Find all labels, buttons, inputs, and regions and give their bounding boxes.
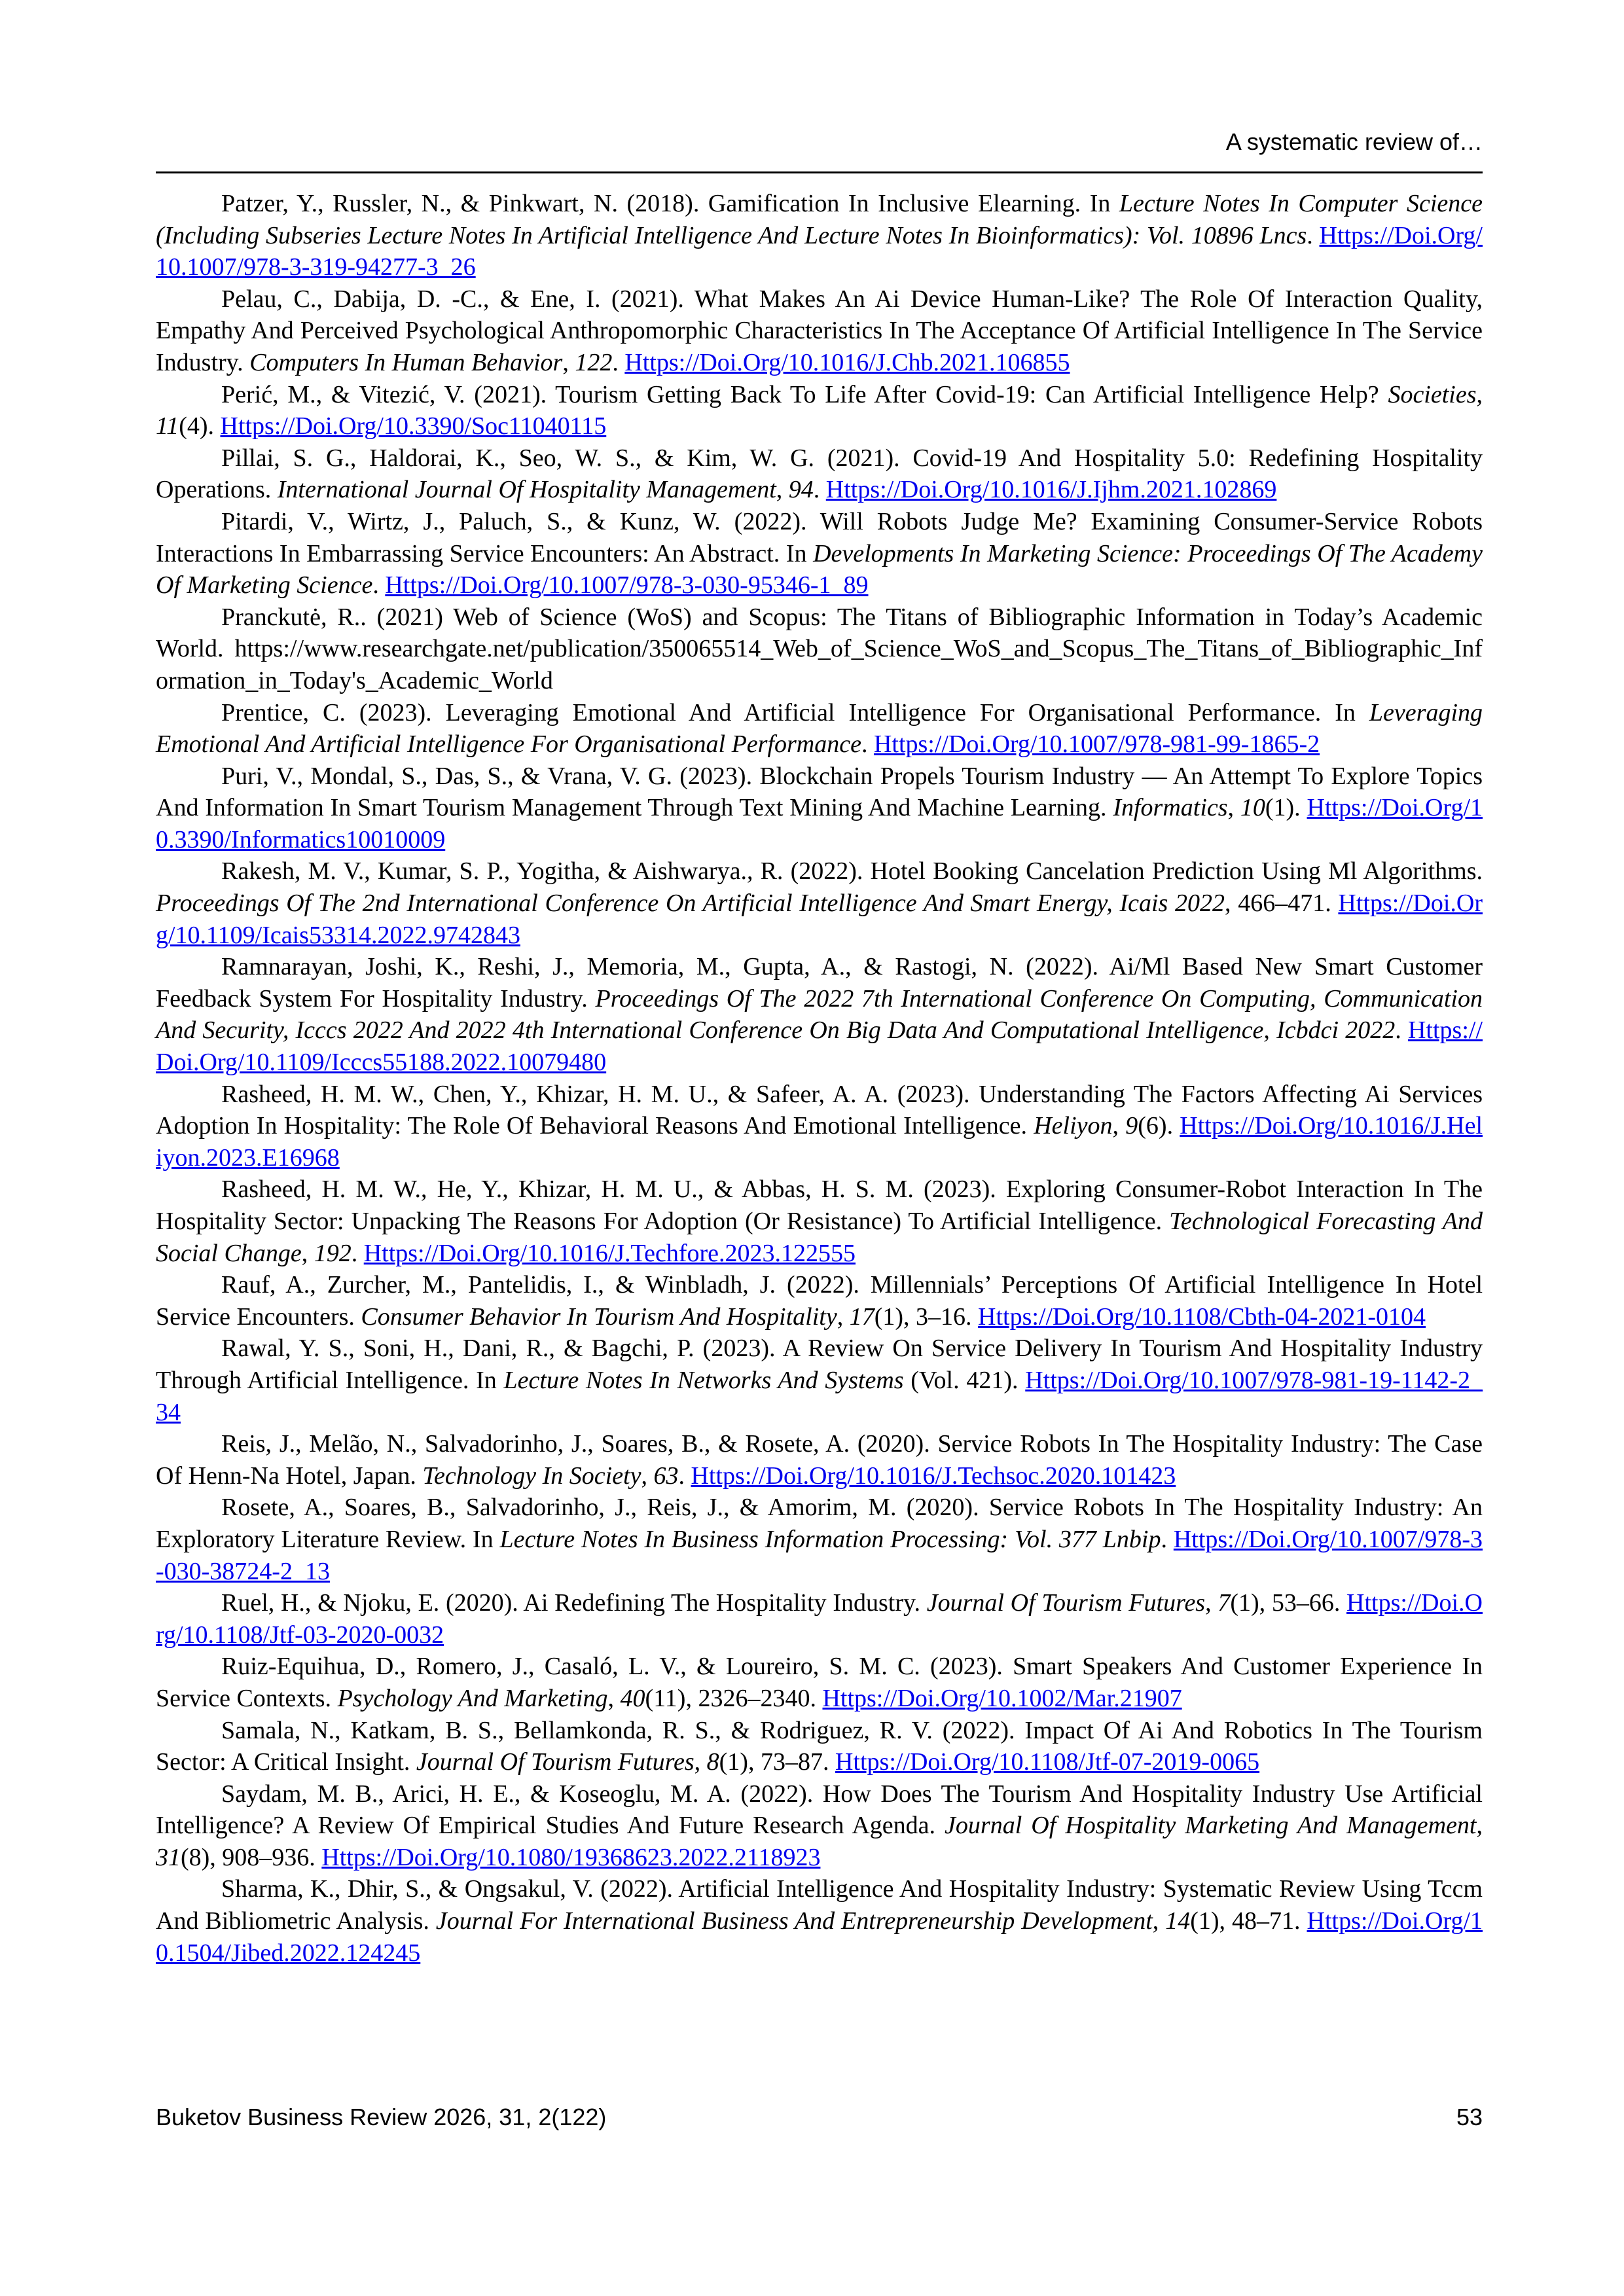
reference-entry — [156, 1079, 1483, 1174]
reference-entry — [156, 1269, 1483, 1333]
reference-issue-pages: . — [678, 1462, 691, 1490]
reference-text: Rawal, Y. S., Soni, H., Dani, R., & Bagchi, P. (2023). A Review On Service Delivery In Tourism And Hospitality Industry Through Artificial Intelligence. In — [156, 1335, 1483, 1394]
reference-doi-link[interactable]: Https://Doi.Org/10.1016/J.Techsoc.2020.101423 — [691, 1462, 1176, 1490]
reference-details: , — [776, 476, 789, 504]
reference-entry — [156, 506, 1483, 601]
reference-volume: 63 — [653, 1462, 679, 1490]
reference-doi-link[interactable]: Https://Doi.Org/10.1108/Jtf-03-2020-0032 — [156, 1589, 1483, 1649]
reference-issue-pages: . — [351, 1239, 364, 1267]
reference-doi-link[interactable]: Https://Doi.Org/10.1002/Mar.21907 — [822, 1684, 1182, 1712]
reference-text: Samala, N., Katkam, B. S., Bellamkonda, R. S., & Rodriguez, R. V. (2022). Impact Of Ai And Robotics In The Tourism Sector: A Critical Insight. — [156, 1716, 1483, 1776]
reference-issue-pages: (1). — [1265, 794, 1307, 822]
running-head: A systematic review of… — [1225, 128, 1483, 155]
reference-source: Technology In Society — [422, 1462, 641, 1490]
reference-entry — [156, 1715, 1483, 1778]
reference-source: Informatics — [1113, 794, 1228, 822]
reference-text: Rosete, A., Soares, B., Salvadorinho, J., Reis, J., & Amorim, M. (2020). Service Robots In The Hospitality Industry: An Exploratory Literature Review. In — [156, 1494, 1483, 1553]
reference-text: Saydam, M. B., Arici, H. E., & Koseoglu, M. A. (2022). How Does The Tourism And Hospitality Industry Use Artificial Intelligence? A Review Of Empirical Studies And Future Research Agenda. — [156, 1780, 1483, 1840]
reference-source: Heliyon — [1034, 1112, 1113, 1140]
reference-entry — [156, 1333, 1483, 1428]
reference-url: https://www.researchgate.net/publication/350065514_Web_of_Science_WoS_and_Scopus_The_Titans_of_Bibliographic_Information_in_Today's_Academic_World — [156, 635, 1483, 694]
reference-source: Leveraging Emotional And Artificial Intelligence For Organisational Performance — [156, 698, 1483, 759]
reference-entry — [156, 1587, 1483, 1651]
reference-text: Pitardi, V., Wirtz, J., Paluch, S., & Kunz, W. (2022). Will Robots Judge Me? Examining Consumer-Service Robots Interactions In Embarrassing Service Encounters: An Abstract. In — [156, 507, 1483, 567]
reference-source: Lecture Notes In Computer Science (Including Subseries Lecture Notes In Artificial Intelligence And Lecture Notes In Bioinformatics): Vol. 10896 Lncs — [156, 190, 1483, 249]
reference-details: , — [562, 348, 575, 376]
reference-entry — [156, 1778, 1483, 1874]
reference-source: Lecture Notes In Business Information Processing: Vol. 377 Lnbip — [499, 1525, 1161, 1553]
reference-issue-pages: (8), 908–936. — [181, 1843, 322, 1871]
reference-doi-link[interactable]: Https://Doi.Org/10.1007/978-981-99-1865-2 — [873, 730, 1320, 759]
reference-volume: 8 — [706, 1748, 719, 1776]
reference-entry — [156, 1492, 1483, 1587]
reference-source: Proceedings Of The 2nd International Conference On Artificial Intelligence And Smart Energy, Icais 2022 — [156, 889, 1225, 918]
header-rule — [156, 171, 1483, 173]
reference-entry — [156, 951, 1483, 1078]
reference-source: Psychology And Marketing — [337, 1684, 608, 1712]
reference-details: . — [1161, 1525, 1174, 1553]
reference-entry — [156, 379, 1483, 442]
reference-source: Journal Of Tourism Futures — [926, 1589, 1206, 1617]
reference-entry — [156, 1873, 1483, 1969]
reference-text: Pillai, S. G., Haldorai, K., Seo, W. S., & Kim, W. G. (2021). Covid-19 And Hospitality 5.0: Redefining Hospitality Operations. — [156, 444, 1483, 504]
reference-issue-pages: (1), 48–71. — [1190, 1907, 1307, 1935]
reference-doi-link[interactable]: Https://Doi.Org/10.1007/978-3-030-95346-1_89 — [385, 571, 869, 600]
reference-doi-link[interactable]: Https://Doi.Org/10.1016/J.Ijhm.2021.102869 — [825, 476, 1277, 504]
reference-volume: 94 — [788, 476, 814, 504]
reference-details: , — [1476, 1812, 1483, 1840]
reference-details: , — [1205, 1589, 1218, 1617]
reference-text: Reis, J., Melão, N., Salvadorinho, J., Soares, B., & Rosete, A. (2020). Service Robots In The Hospitality Industry: The Case Of Henn-Na Hotel, Japan. — [156, 1430, 1483, 1490]
reference-volume: 122 — [575, 348, 613, 376]
reference-doi-link[interactable]: Https://Doi.Org/10.1007/978-3-030-38724-2_13 — [156, 1525, 1483, 1585]
reference-details: , — [641, 1462, 654, 1490]
page-number: 53 — [1456, 2104, 1483, 2130]
reference-issue-pages: (4). — [179, 412, 221, 440]
reference-doi-link[interactable]: Https://Doi.Org/10.1007/978-3-319-94277-3_26 — [156, 221, 1483, 281]
reference-issue-pages: (1), 53–66. — [1230, 1589, 1347, 1617]
reference-source: Proceedings Of The 2022 7th International Conference On Computing, Communication And Security, Icccs 2022 And 2022 4th International Conference On Big Data And Computational Intelligence, Icbdci 2022 — [156, 984, 1483, 1045]
reference-details: , — [694, 1748, 707, 1776]
reference-volume: 10 — [1240, 794, 1265, 822]
reference-issue-pages: . — [813, 476, 826, 504]
reference-details: (Vol. 421). — [903, 1366, 1026, 1394]
reference-entry — [156, 1651, 1483, 1714]
reference-details: . — [372, 571, 386, 600]
reference-text: Pelau, C., Dabija, D. -C., & Ene, I. (2021). What Makes An Ai Device Human-Like? The Role Of Interaction Quality, Empathy And Perceived Psychological Anthropomorphic Characteristics In The Acceptance Of Artificial Intelligence In The Service Industry. — [156, 285, 1483, 376]
reference-doi-link[interactable]: Https://Doi.Org/10.1080/19368623.2022.2118923 — [321, 1843, 821, 1871]
reference-volume: 11 — [156, 412, 179, 440]
reference-entry — [156, 283, 1483, 379]
reference-entry — [156, 442, 1483, 506]
reference-doi-link[interactable]: Https://Doi.Org/10.1109/Icais53314.2022.9742843 — [156, 889, 1483, 949]
reference-issue-pages: . — [612, 348, 625, 376]
reference-text: Rasheed, H. M. W., Chen, Y., Khizar, H. M. U., & Safeer, A. A. (2023). Understanding The Factors Affecting Ai Services Adoption In Hospitality: The Role Of Behavioral Reasons And Emotional Intelligence. — [156, 1080, 1483, 1140]
reference-details: , — [301, 1239, 314, 1267]
reference-volume: 9 — [1125, 1112, 1138, 1140]
reference-text: Perić, M., & Vitezić, V. (2021). Tourism Getting Back To Life After Covid-19: Can Artificial Intelligence Help? — [221, 380, 1388, 408]
reference-issue-pages: (6). — [1138, 1112, 1180, 1140]
reference-details: , — [1227, 794, 1240, 822]
reference-doi-link[interactable]: Https://Doi.Org/10.1016/J.Chb.2021.106855 — [624, 348, 1070, 376]
reference-text: Patzer, Y., Russler, N., & Pinkwart, N. (2018). Gamification In Inclusive Elearning. In — [221, 190, 1119, 217]
reference-source: Societies — [1388, 380, 1477, 408]
reference-text: Ruiz-Equihua, D., Romero, J., Casaló, L. V., & Loureiro, S. M. C. (2023). Smart Speakers And Customer Experience In Service Contexts. — [156, 1653, 1483, 1712]
reference-details: . — [861, 730, 874, 759]
reference-details: , — [1112, 1112, 1126, 1140]
reference-doi-link[interactable]: Https://Doi.Org/10.1007/978-981-19-1142-2_34 — [156, 1366, 1483, 1426]
reference-source: Computers In Human Behavior — [249, 348, 563, 376]
reference-details: , — [1152, 1907, 1166, 1935]
reference-doi-link[interactable]: Https://Doi.Org/10.3390/Soc11040115 — [220, 412, 607, 440]
reference-source: Journal Of Tourism Futures — [416, 1748, 695, 1776]
reference-entry — [156, 761, 1483, 856]
reference-volume: 192 — [314, 1239, 352, 1267]
reference-details: . — [1395, 1016, 1408, 1045]
reference-source: Developments In Marketing Science: Proceedings Of The Academy Of Marketing Science — [156, 539, 1483, 600]
reference-issue-pages: (1), 73–87. — [719, 1748, 835, 1776]
reference-text: Rasheed, H. M. W., He, Y., Khizar, H. M. U., & Abbas, H. S. M. (2023). Exploring Consumer-Robot Interaction In The Hospitality Sector: Unpacking The Reasons For Adoption (Or Resistance) To Artificial Intelligence. — [156, 1175, 1483, 1235]
reference-volume: 17 — [849, 1302, 875, 1331]
reference-source: Journal Of Hospitality Marketing And Management — [945, 1812, 1477, 1840]
reference-text: Sharma, K., Dhir, S., & Ongsakul, V. (2022). Artificial Intelligence And Hospitality Industry: Systematic Review Using Tccm And Bibliometric Analysis. — [156, 1875, 1483, 1935]
reference-text: Rauf, A., Zurcher, M., Pantelidis, I., & Winbladh, J. (2022). Millennials’ Perceptions Of Artificial Intelligence In Hotel Service Encounters. — [156, 1271, 1483, 1331]
reference-details: , — [837, 1302, 850, 1331]
reference-entry — [156, 855, 1483, 951]
reference-doi-link[interactable]: Https://Doi.Org/10.1016/J.Heliyon.2023.E16968 — [156, 1112, 1483, 1172]
reference-doi-link[interactable]: Https://Doi.Org/10.1109/Icccs55188.2022.10079480 — [156, 1016, 1483, 1077]
reference-text: Ruel, H., & Njoku, E. (2020). Ai Redefining The Hospitality Industry. — [221, 1589, 927, 1617]
reference-text: Puri, V., Mondal, S., Das, S., & Vrana, V. G. (2023). Blockchain Propels Tourism Industry — An Attempt To Explore Topics And Information In Smart Tourism Management Through Text Mining And Machine Learning. — [156, 762, 1483, 822]
reference-volume: 14 — [1165, 1907, 1191, 1935]
reference-details: . — [1307, 221, 1320, 249]
reference-details: , — [607, 1684, 621, 1712]
reference-entry — [156, 188, 1483, 283]
reference-details: , — [1476, 380, 1483, 408]
reference-source: Lecture Notes In Networks And Systems — [503, 1366, 904, 1394]
reference-entry — [156, 697, 1483, 761]
reference-list — [156, 188, 1483, 1969]
reference-source: Consumer Behavior In Tourism And Hospitality — [361, 1302, 837, 1331]
footer-journal-citation: Buketov Business Review 2026, 31, 2(122) — [156, 2104, 607, 2130]
reference-volume: 40 — [620, 1684, 645, 1712]
reference-text: Ramnarayan, Joshi, K., Reshi, J., Memoria, M., Gupta, A., & Rastogi, N. (2022). Ai/Ml Based New Smart Customer Feedback System For Hospitality Industry. — [156, 953, 1483, 1013]
reference-details: , 466–471. — [1225, 889, 1339, 918]
reference-issue-pages: (1), 3–16. — [874, 1302, 979, 1331]
reference-text: Rakesh, M. V., Kumar, S. P., Yogitha, & Aishwarya., R. (2022). Hotel Booking Cancelation Prediction Using Ml Algorithms. — [221, 857, 1483, 886]
reference-issue-pages: (11), 2326–2340. — [645, 1684, 823, 1712]
reference-entry — [156, 1174, 1483, 1269]
reference-source: Journal For International Business And Entrepreneurship Development — [435, 1907, 1153, 1935]
reference-volume: 7 — [1218, 1589, 1231, 1617]
reference-text: Prentice, C. (2023). Leveraging Emotional And Artificial Intelligence For Organisational Performance. In — [221, 698, 1369, 726]
reference-doi-link[interactable]: Https://Doi.Org/10.1108/Cbth-04-2021-0104 — [978, 1302, 1426, 1331]
reference-doi-link[interactable]: Https://Doi.Org/10.1108/Jtf-07-2019-0065 — [835, 1748, 1260, 1776]
reference-entry — [156, 1428, 1483, 1492]
reference-entry — [156, 601, 1483, 697]
reference-doi-link[interactable]: Https://Doi.Org/10.1504/Jibed.2022.124245 — [156, 1907, 1483, 1967]
reference-source: International Journal Of Hospitality Management — [277, 476, 776, 504]
reference-doi-link[interactable]: Https://Doi.Org/10.1016/J.Techfore.2023.122555 — [363, 1239, 856, 1267]
reference-volume: 31 — [156, 1843, 181, 1871]
reference-text: Pranckutė, R.. (2021) Web of Science (WoS) and Scopus: The Titans of Bibliographic Information in Today’s Academic World. — [156, 603, 1483, 663]
reference-doi-link[interactable]: Https://Doi.Org/10.3390/Informatics10010009 — [156, 794, 1483, 853]
reference-source: Technological Forecasting And Social Change — [156, 1208, 1483, 1267]
